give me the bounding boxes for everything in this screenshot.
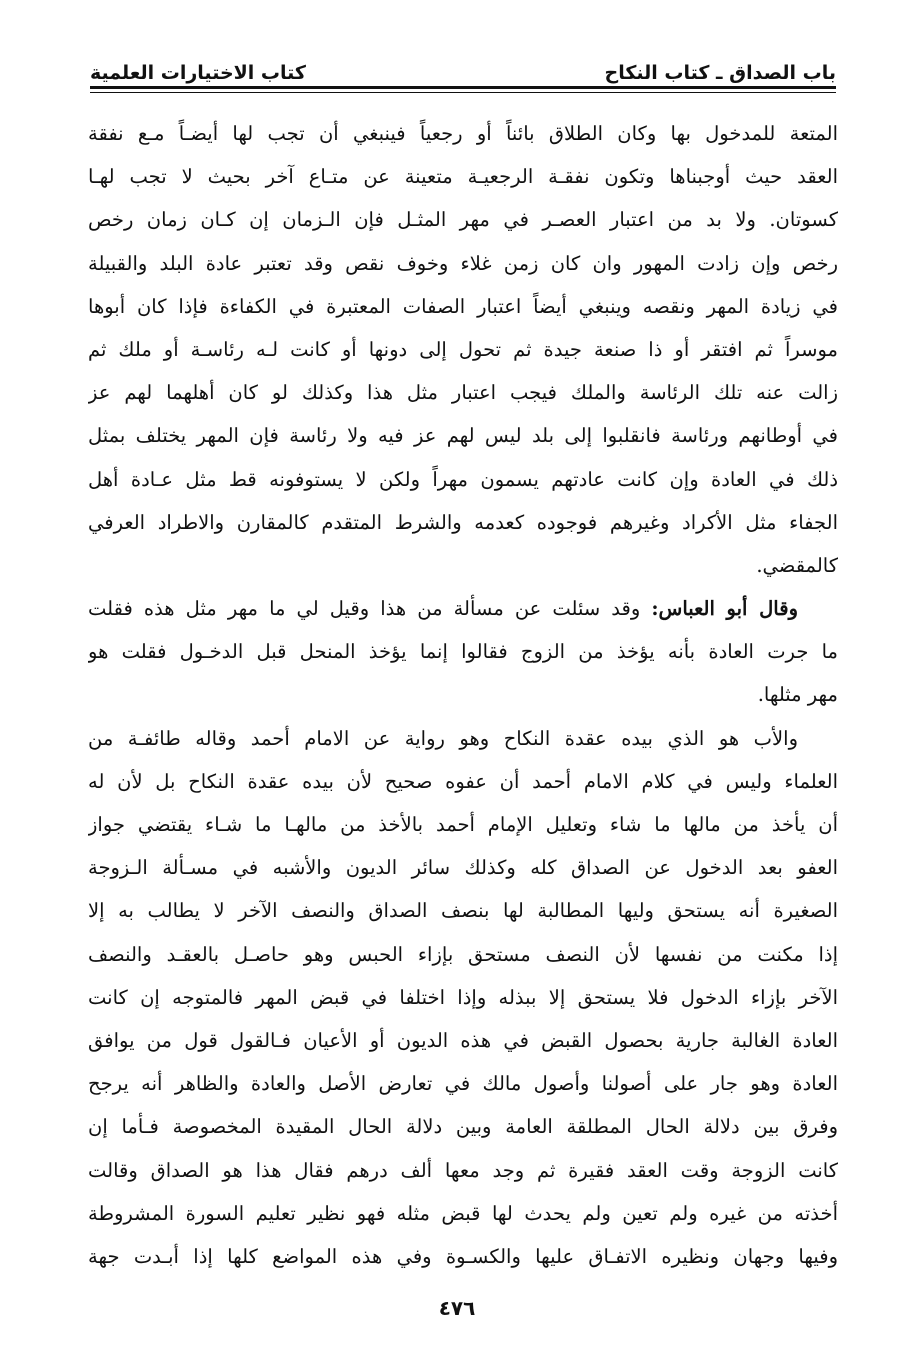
text-line: العقد حيث أوجبناها وتكون نفقـة الرجعيـة متعينة عن متـاع آخر بحيث لا تجب لهـا xyxy=(88,165,838,189)
text-line: العادة وهو جار على أصولنا وأصول مالك في تعارض الأصل والعادة والظاهر أنه يرجح xyxy=(88,1072,838,1096)
page-body-text xyxy=(88,112,838,1278)
text-line-speaker xyxy=(88,587,838,630)
text-line: العفو بعد الدخول عن الصداق كله وكذلك سائر الديون والأشبه في مسـألة الـزوجة xyxy=(88,856,838,880)
text-line: ذلك في العادة وإن كانت عادتهم يسمون مهراً ولكن لا يستوفونه قط مثل عـادة أهل xyxy=(88,467,838,491)
text-line: وفرق بين دلالة الحال المطلقة العامة وبين دلالة الحال المقيدة المخصوصة فـأما إن xyxy=(88,1115,838,1139)
text-line: إذا مكنت من نفسها لأن النصف مستحق بإزاء الحبس وهو حاصـل بالعقـد والنصف xyxy=(88,942,838,966)
header-rule-thick xyxy=(90,86,836,89)
text-line: مهر مثلها. xyxy=(757,683,838,707)
running-header xyxy=(90,44,836,84)
text-line: ما جرت العادة بأنه يؤخذ من الزوج فقالوا إنما يؤخذ المنحل قبل الدخـول فقلت هو xyxy=(88,640,838,664)
text-line: في زيادة المهر ونقصه وينبغي أيضاً اعتبار الصفات المعتبرة في الكفاءة فإذا كان أبوها xyxy=(88,294,838,318)
text-line: كانت الزوجة وقت العقد فقيرة ثم وجد معها ألف درهم فقال هذا هو الصداق وقالت xyxy=(88,1158,838,1182)
text-line: زالت عنه تلك الرئاسة والملك فيجب اعتبار مثل هذا وكذلك لو كان أهلهما لهم عز xyxy=(88,381,838,405)
text-line: الجفاء مثل الأكراد وغيرهم فوجوده كعدمه والشرط المتقدم كالمقارن والاطراد العرفي xyxy=(88,510,838,534)
text-line: كسوتان. ولا بد من اعتبار العصـر في مهر المثـل فإن الـزمان إن كـان زمان رخص xyxy=(88,208,838,232)
text-line: في أوطانهم ورئاسة فانقلبوا إلى بلد ليس لهم عز فيه ولا رئاسة فإن المهر يختلف بمثل xyxy=(88,424,838,448)
text-line: العادة الغالبة جارية بحصول القبض في هذه الديون أو الأعيان فـالقول قول من يوافق xyxy=(88,1028,838,1052)
text-line: كالمقضي. xyxy=(756,553,838,577)
header-rule-thin xyxy=(90,92,836,93)
text-line: الآخر بإزاء الدخول فلا يستحق إلا ببذله وإذا اختلفا في قبض المهر فالمتوجه إن كانت xyxy=(88,985,838,1009)
page-number: ٤٧٦ xyxy=(438,1296,476,1320)
text-line: والأب هو الذي بيده عقدة النكاح وهو رواية عن الامام أحمد وقاله طائفـة من xyxy=(88,726,798,750)
header-book-title: كتاب الاختيارات العلمية xyxy=(90,62,306,84)
text-line: الصغيرة أنه يستحق وليها المطالبة لها بنصف الصداق والنصف الآخر لا يطالب به إلا xyxy=(88,899,838,923)
text-line: موسراً ثم افتقر أو ذا صنعة جيدة ثم تحول إلى دونها أو كانت لـه رئاسـة أو ملك ثم xyxy=(88,337,838,361)
text-line: أن يأخذ من مالها ما شاء وتعليل الإمام أحمد بالأخذ من مالهـا ما شـاء يقتضي جواز xyxy=(88,813,838,836)
speaker-text: وقد سئلت عن مسألة من هذا وقيل لي ما مهر مثل هذه فقلت xyxy=(88,597,652,621)
header-chapter-title: باب الصداق ـ كتاب النكاح xyxy=(604,62,836,84)
text-line: المتعة للمدخول بها وكان الطلاق بائناً أو رجعياً فينبغي أن تجب لها أيضـاً مـع نفقة xyxy=(88,122,838,145)
text-line: وفيها وجهان ونظيره الاتفـاق عليها والكسـوة وفي هذه المواضع كلها إذا أبـدت جهة xyxy=(88,1244,838,1268)
text-line: أخذته من غيره ولم تعين ولم يحدث لها قبض مثله فهو نظير تعليم السورة المشروطة xyxy=(88,1201,838,1225)
speaker-label: وقال أبو العباس: xyxy=(651,597,798,621)
text-line: العلماء وليس في كلام الامام أحمد أن عفوه صحيح لأن بيده عقدة النكاح بل لأن له xyxy=(88,769,838,793)
text-line: رخص وإن زادت المهور وان كان زمن غلاء وخوف نقص وقد تعتبر عادة البلد والقبيلة xyxy=(88,251,838,275)
